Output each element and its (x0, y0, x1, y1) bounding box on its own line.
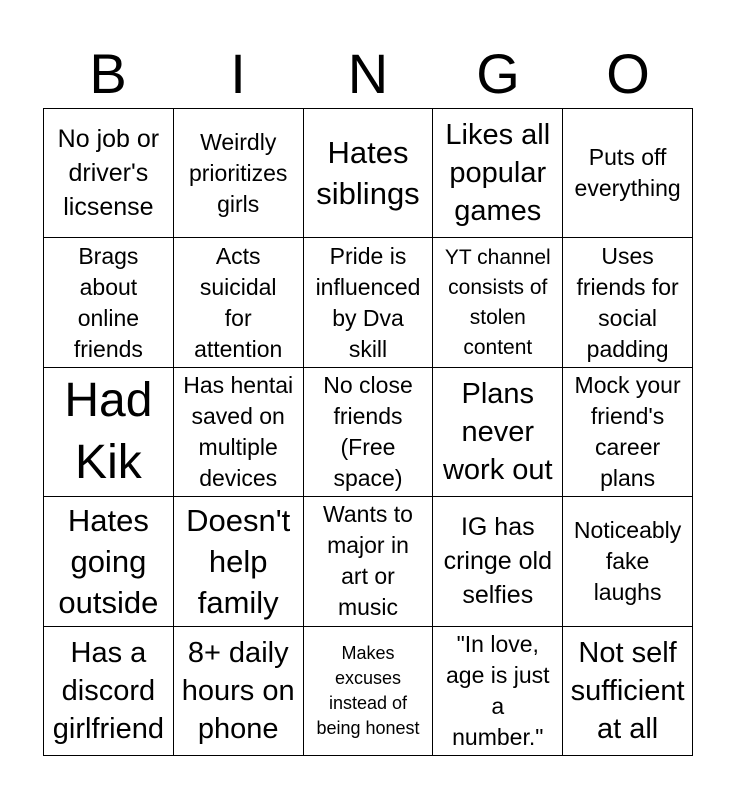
cell-text: Weirdly prioritizes girls (188, 128, 288, 217)
cell-text: Has a discord girlfriend (52, 636, 164, 745)
bingo-cell[interactable] (563, 497, 693, 626)
bingo-cell[interactable] (563, 109, 693, 238)
bingo-grid (43, 108, 693, 756)
cell-text: Plans never work out (442, 377, 553, 486)
cell-text: Likes all popular games (445, 119, 551, 228)
bingo-cell[interactable] (563, 238, 693, 367)
bingo-cell[interactable] (174, 238, 304, 367)
cell-text: Pride is influenced by Dva skill (315, 242, 421, 362)
cell-text: No close friends (Free space) (323, 371, 413, 491)
cell-text: Hates going outside (58, 502, 159, 620)
bingo-header (43, 40, 693, 108)
cell-text: Makes excuses instead of being honest (316, 642, 420, 738)
cell-text: Acts suicidal for attention (194, 242, 283, 362)
bingo-cell[interactable] (433, 497, 563, 626)
cell-text: Has hentai saved on multiple devices (183, 371, 294, 491)
bingo-cell[interactable] (44, 627, 174, 756)
bingo-cell[interactable] (563, 627, 693, 756)
bingo-cell[interactable] (304, 109, 434, 238)
header-letter-b: B (89, 42, 127, 105)
cell-text: Had Kik (64, 373, 153, 489)
header-letter-g: G (476, 42, 520, 105)
bingo-cell[interactable] (174, 109, 304, 238)
bingo-cell[interactable] (433, 368, 563, 497)
header-letter-o: O (606, 42, 650, 105)
bingo-cell[interactable] (433, 627, 563, 756)
header-letter-n: N (347, 42, 389, 105)
cell-text: Hates siblings (316, 135, 420, 212)
bingo-cell[interactable] (304, 238, 434, 367)
cell-text: 8+ daily hours on phone (181, 636, 295, 745)
cell-text: Brags about online friends (73, 242, 143, 362)
header-letter-i: I (230, 42, 246, 105)
bingo-cell[interactable] (174, 627, 304, 756)
cell-text: Doesn't help family (186, 502, 291, 620)
bingo-cell[interactable] (304, 368, 434, 497)
cell-text: "In love, age is just a number." (446, 630, 550, 750)
bingo-cell[interactable] (174, 368, 304, 497)
bingo-cell[interactable] (174, 497, 304, 626)
bingo-cell[interactable] (44, 238, 174, 367)
cell-text: No job or driver's licsense (57, 125, 160, 222)
cell-text: YT channel consists of stolen content (444, 245, 551, 359)
bingo-cell[interactable] (433, 238, 563, 367)
bingo-cell[interactable] (44, 109, 174, 238)
cell-text: IG has cringe old selfies (443, 513, 552, 610)
bingo-cell[interactable] (304, 497, 434, 626)
cell-text: Noticeably fake laughs (573, 516, 682, 605)
bingo-cell[interactable] (563, 368, 693, 497)
cell-text: Wants to major in art or music (323, 501, 413, 621)
bingo-cell[interactable] (304, 627, 434, 756)
cell-text: Uses friends for social padding (576, 242, 679, 362)
bingo-cell[interactable] (433, 109, 563, 238)
cell-text: Puts off everything (574, 144, 681, 202)
bingo-cell[interactable] (44, 368, 174, 497)
cell-text: Mock your friend's career plans (574, 371, 681, 491)
cell-text: Not self sufficient at all (570, 636, 685, 745)
bingo-cell[interactable] (44, 497, 174, 626)
